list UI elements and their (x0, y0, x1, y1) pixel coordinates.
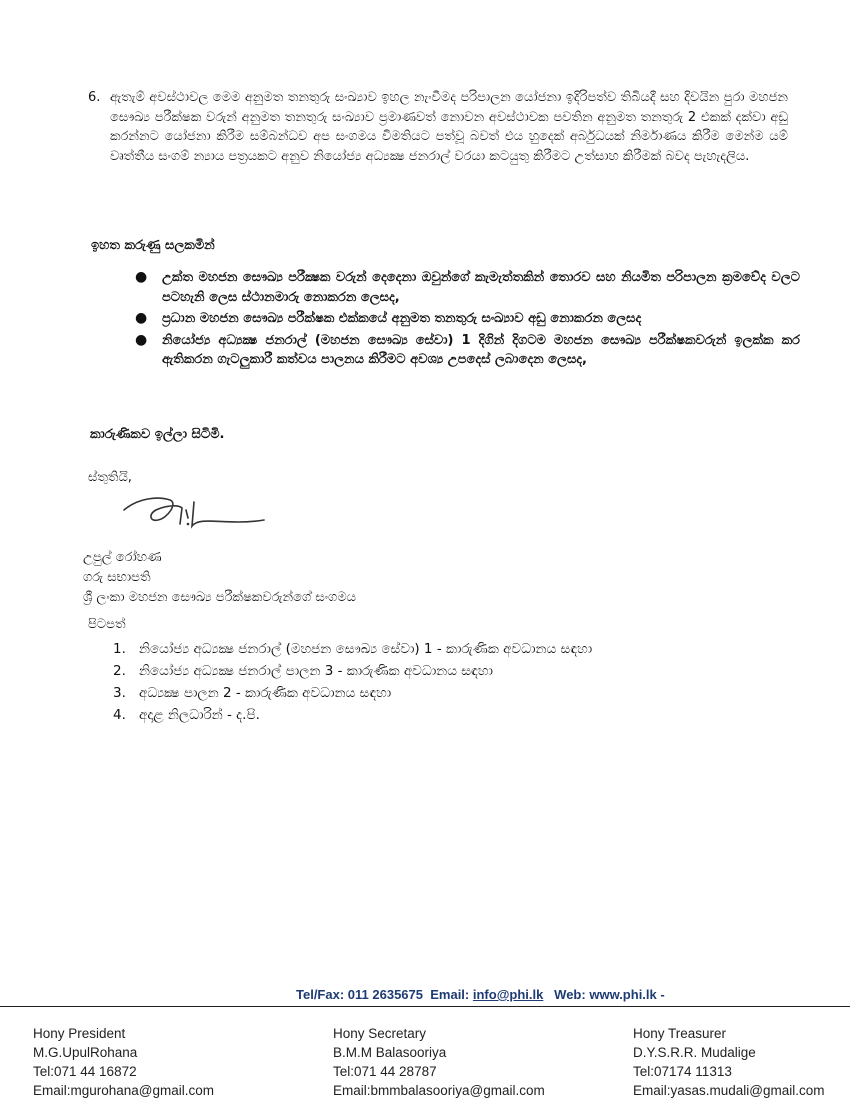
list-item-text: නියෝජ්‍ය අධ්‍යක්‍ෂ ජනරාල් (මහජන සෞඛ්‍ය සේවා) 1 දිගින් දිගටම මහජන සෞඛ්‍ය පරීක්ෂකවරුන් ඉලක්ක කර ඇතිකරන ගැටලුකාරී කත්වය පාලනය කිරීමට අවශ්‍ය උපදෙස් ලබාදෙන ලෙසද, (162, 332, 800, 367)
thanks-line: ස්තුතියි, (88, 470, 132, 485)
list-item-text: ප්‍රධාන මහජන සෞඛ්‍ය පරීක්ෂක එක්කයේ අනුමත තනතුරු සංඛ්‍යාව අඩු නොකරන ලෙසද (162, 311, 642, 326)
list-number: 1. (113, 641, 126, 657)
telfax-number: 011 2635675 (347, 987, 423, 1002)
role-label: Hony Treasurer (633, 1026, 727, 1041)
list-item (135, 268, 800, 307)
officer-tel: Tel:071 44 28787 (333, 1064, 437, 1079)
footer-treasurer (633, 1024, 825, 1100)
bullet-icon: ● (135, 331, 148, 348)
list-number: 3. (113, 685, 126, 701)
role-label: Hony President (33, 1026, 126, 1041)
list-item-text: අදාළ නිලධාරින් - ද.පි. (139, 707, 260, 723)
officer-email: Email:bmmbalasooriya@gmail.com (333, 1083, 545, 1098)
request-list (135, 268, 800, 372)
footer-president (33, 1024, 214, 1100)
copies-list (113, 638, 592, 726)
list-number: 2. (113, 663, 126, 679)
role-label: Hony Secretary (333, 1026, 427, 1041)
paragraph-text: ඇතැම් අවස්ථාවල මෙම අනුමත තනතුරු සංඛ්‍යාව ඉහල නැංවීමද පරිපාලන යෝජනා ඉදිරිපත්ව තිබියදී සහ දිවයින පුරා මහජන සෞඛ්‍ය පරීක්ෂක වරුන් අනුමත තනතුරු සංඛ්‍යාව ප්‍රමාණවත් නොවන අවස්ථාවක පවතින අනුමත තනතුරු 2 එකක් දක්වා අඩු කරන්නට යෝජනා කිරීම සම්බන්ධව අප සංගමය විමතියට පත්වූ බවත් එය හුදෙක් අර්බුධයක් නිර්මාණය කිරීම මෙන්ම යම් වෘත්තීය සංගම් න්‍යාය පත්‍රයකට අනුව නියෝජ්‍ය අධ්‍යක්‍ෂ ජනරාල් වරයා කටයුතු කිරීමට උත්සාහ කිරීමක් බවද පැහැදලිය. (110, 90, 788, 164)
list-item (135, 331, 800, 370)
officer-name: B.M.M Balasooriya (333, 1045, 447, 1060)
list-item (113, 660, 592, 682)
list-item-text: උක්ත මහජන සෞඛ්‍ය පරීක්‍ෂක වරුන් දෙදෙනා ඔවුන්ගේ කැමැත්තකින් තොරව සහ නියමිත පරිපාලන ක්‍රමවේද වලට පටහැනි ලෙස ස්ථානමාරු නොකරන ලෙසද, (162, 270, 800, 305)
list-item-text: නියෝජ්‍ය අධ්‍යක්‍ෂ ජනරාල් පාලන 3 - කාරුණික අවධානය සඳහා (139, 663, 493, 679)
officer-tel: Tel:071 44 16872 (33, 1064, 137, 1079)
list-item-text: අධ්‍යක්‍ෂ පාලන 2 - කාරුණික අවධානය සඳහා (139, 685, 392, 701)
list-item (135, 309, 800, 329)
officer-name: M.G.UpulRohana (33, 1045, 138, 1060)
email-link[interactable]: info@phi.lk (472, 987, 544, 1002)
web-label: Web: (554, 987, 586, 1002)
telfax-label: Tel/Fax: (296, 987, 345, 1002)
list-item-text: නියෝජ්‍ය අධ්‍යක්‍ෂ ජනරාල් (මහජන සෞඛ්‍ය සේවා) 1 - කාරුණික අවධානය සඳහා (139, 641, 593, 657)
signatory-name: උපුල් රෝහණ (83, 550, 162, 565)
footer-secretary (333, 1024, 545, 1100)
section-heading: ඉහත කරුණු සලකමින් (91, 238, 215, 253)
officer-email: Email:mgurohana@gmail.com (33, 1083, 215, 1098)
paragraph-6 (88, 88, 788, 166)
signature (118, 488, 278, 542)
copies-label: පිටපත් (88, 617, 126, 632)
trailing-dash: - (660, 987, 665, 1002)
paragraph-number: 6. (88, 90, 101, 105)
officer-tel: Tel:07174 11313 (633, 1064, 732, 1079)
footer-divider (0, 1006, 850, 1007)
list-item (113, 682, 592, 704)
officer-email: Email:yasas.mudali@gmail.com (633, 1083, 825, 1098)
signatory-organization: ශ්‍රී ලංකා මහජන සෞඛ්‍ය පරීක්ෂකවරුන්ගේ සංගමය (83, 590, 357, 605)
bullet-icon: ● (135, 310, 148, 326)
signatory-block (83, 548, 356, 608)
officer-name: D.Y.S.R.R. Mudalige (633, 1045, 756, 1060)
signatory-title: ගරු සභාපති (83, 570, 151, 585)
email-label: Email: (430, 987, 470, 1002)
list-item (113, 704, 592, 726)
list-item (113, 638, 592, 660)
list-number: 4. (113, 707, 126, 723)
web-link[interactable]: www.phi.lk (589, 987, 657, 1002)
closing-line: කාරුණිකව ඉල්ලා සිටිමි. (90, 427, 225, 442)
contact-bar (296, 987, 665, 1002)
bullet-icon: ● (135, 269, 148, 285)
